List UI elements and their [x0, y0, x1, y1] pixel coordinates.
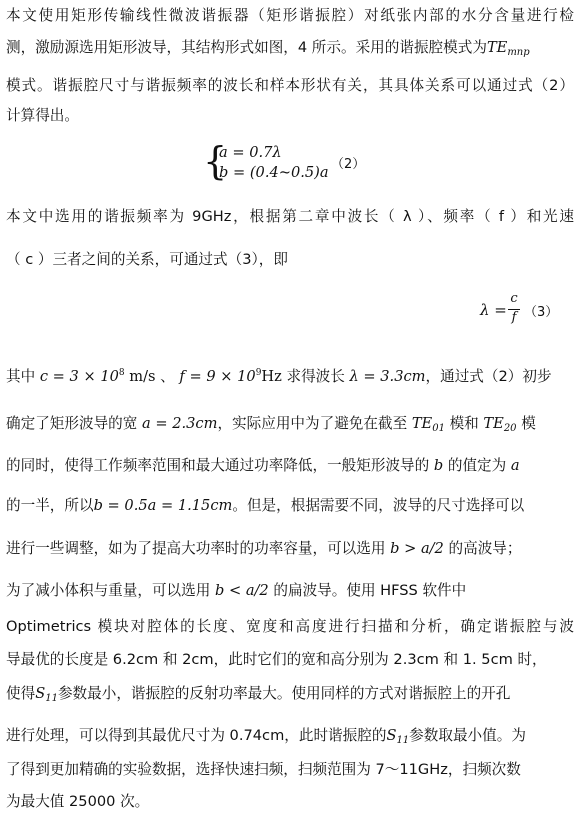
- paragraph-2-line-1: 本文中选用的谐振频率为 9GHz，根据第二章中波长（ λ ）、频率（ f ）和光速: [6, 208, 574, 225]
- s-letter: S: [35, 685, 46, 702]
- s11-subscript: 11: [45, 693, 58, 704]
- text-run: 模: [521, 415, 536, 432]
- equation-2-number: （2）: [331, 157, 366, 172]
- s11-symbol: [35, 685, 58, 702]
- equation-3-numerator: c: [510, 291, 518, 306]
- text-run: ，实际应用中为了避免在截至: [217, 415, 408, 432]
- te-mode-symbol: [487, 39, 530, 56]
- text-run: 参数取最小值。为: [409, 727, 526, 744]
- text-run: 求得波长: [286, 368, 345, 385]
- paragraph-3-line-3: [6, 456, 574, 476]
- text-run: 使得: [6, 685, 36, 702]
- paragraph-3-line-1: [6, 363, 574, 387]
- equation-3-lhs: λ =: [480, 301, 507, 319]
- text-run: 的值定为: [447, 457, 507, 474]
- te01-subscript: 01: [432, 423, 445, 434]
- text-run: 模和: [449, 415, 479, 432]
- te01-letters: TE: [411, 415, 433, 432]
- c-formula: [40, 368, 156, 385]
- flat-waveguide-condition: b < a/2: [214, 582, 269, 599]
- text-run: 为了减小体积与重量，可以选用: [6, 582, 211, 599]
- te-mode-subscript: mnp: [507, 47, 530, 58]
- text-run: 的同时，使得工作频率范围和最大通过功率降低，一般矩形波导的: [6, 457, 430, 474]
- equation-2-row-2-text: b = (0.4~0.5)a: [219, 164, 329, 181]
- text-run: 的扁波导。使用 HFSS 软件中: [273, 582, 467, 599]
- text-run: 、: [160, 368, 175, 385]
- paragraph-3-line-7: Optimetrics 模块对腔体的长度、宽度和高度进行扫描和分析，确定谐振腔与波: [6, 618, 574, 635]
- equation-3-denominator: f: [511, 310, 517, 325]
- b-formula: b = 0.5a = 1.15cm: [93, 497, 233, 514]
- text-run: 测，激励源选用矩形波导，其结构形式如图，4 所示。采用的谐振腔模式为: [6, 39, 487, 56]
- paragraph-1-line-2: [6, 38, 574, 63]
- paragraph-3-line-8: 导最优的长度是 6.2cm 和 2cm，此时它们的宽和高分别为 2.3cm 和 1. 5cm 时，: [6, 651, 547, 668]
- s-letter: S: [386, 727, 397, 744]
- paragraph-3-line-2: [6, 414, 574, 439]
- equation-2-row-2: [219, 163, 329, 183]
- b-symbol: b: [433, 457, 444, 474]
- paragraph-3-line-9: [6, 684, 574, 709]
- lambda-formula: λ = 3.3cm: [349, 368, 426, 385]
- equation-3-number: （3）: [524, 305, 559, 320]
- text-run: 其中: [6, 368, 36, 385]
- equation-3: [480, 292, 580, 332]
- paragraph-2-line-2: （ c ）三者之间的关系，可通过式（3），即: [6, 251, 288, 268]
- te01-symbol: [412, 415, 445, 432]
- f-exponent: 9: [255, 368, 262, 378]
- text-run: 参数最小，谐振腔的反射功率最大。使用同样的方式对谐振腔上的开孔: [57, 685, 511, 702]
- text-run: ，通过式（2）初步: [425, 368, 552, 385]
- a-symbol: a: [510, 457, 520, 474]
- equation-2: [203, 139, 383, 183]
- paragraph-3-line-4: [6, 496, 574, 516]
- te20-symbol: [483, 415, 516, 432]
- text-run: 的高波导；: [448, 540, 522, 557]
- te20-subscript: 20: [503, 423, 517, 434]
- c-exponent: 8: [118, 368, 125, 378]
- s11-symbol: [386, 727, 409, 744]
- paragraph-3-line-6: [6, 581, 574, 601]
- f-unit: Hz: [261, 368, 282, 385]
- f-formula: [179, 368, 281, 385]
- text-run: 进行一些调整，如为了提高大功率时的功率容量，可以选用: [6, 540, 386, 557]
- paragraph-1-line-4: 计算得出。: [6, 107, 79, 124]
- equation-2-row-1-text: a = 0.7λ: [219, 144, 282, 161]
- a-formula: a = 2.3cm: [142, 415, 218, 432]
- text-run: 的一半，所以: [6, 497, 94, 514]
- text-run: 确定了矩形波导的宽: [6, 415, 138, 432]
- text-run: 。但是，根据需要不同，波导的尺寸选择可以: [232, 497, 525, 514]
- paragraph-1-line-3: 模式。谐振腔尺寸与谐振频率的波长和样本形状有关，其具体关系可以通过式（2）: [6, 77, 574, 94]
- paragraph-3-line-12: 为最大值 25000 次。: [6, 793, 150, 810]
- tall-waveguide-condition: b > a/2: [390, 540, 444, 557]
- c-value: c = 3 × 10: [39, 368, 119, 385]
- paragraph-3-line-11: 了得到更加精确的实验数据，选择快速扫频，扫频范围为 7～11GHz，扫频次数: [6, 761, 521, 778]
- paragraph-3-line-10: [6, 726, 574, 751]
- paragraph-3-line-5: [6, 539, 574, 559]
- s11-subscript: 11: [396, 735, 410, 746]
- te-letters: TE: [486, 39, 508, 56]
- text-run: 进行处理，可以得到其最优尺寸为 0.74cm，此时谐振腔的: [6, 727, 387, 744]
- c-unit: m/s: [124, 368, 156, 385]
- equation-brace: {: [203, 139, 228, 183]
- paragraph-1-line-1: 本文使用矩形传输线性微波谐振器（矩形谐振腔）对纸张内部的水分含量进行检: [6, 7, 574, 24]
- equation-2-row-1: [219, 143, 282, 163]
- f-value: f = 9 × 10: [179, 368, 256, 385]
- te20-letters: TE: [483, 415, 504, 432]
